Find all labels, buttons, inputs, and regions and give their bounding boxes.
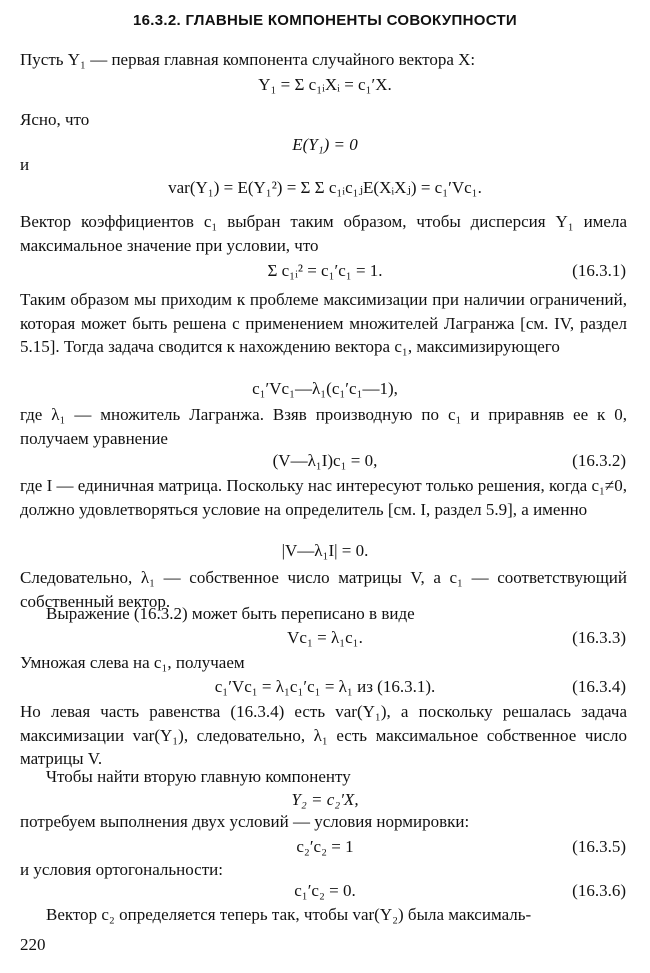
equation-y1-text: Y₁ = Σ c₁ᵢXᵢ = c₁′X. (258, 75, 392, 94)
equation-16-3-3 (0, 627, 650, 649)
equation-16-3-3-text: Vc₁ = λ₁c₁. (287, 628, 363, 647)
equation-16-3-1 (0, 260, 650, 282)
paragraph-left-side: Но левая часть равенства (16.3.4) есть var(Y₁), а поскольку решалась задача максимизации var(Y₁), следовательно, λ₁ есть максимальное собственное число матрицы V. (20, 702, 627, 768)
paragraph-rewrite: Выражение (16.3.2) может быть переписано в виде (46, 604, 415, 623)
equation-16-3-4-text: c₁′Vc₁ = λ₁c₁′c₁ = λ₁ из (16.3.1). (214, 677, 436, 696)
equation-determinant-text: |V—λ₁I| = 0. (281, 541, 369, 560)
paragraph-c2-definition: Вектор c₂ определяется теперь так, чтобы var(Y₂) была максималь- (46, 905, 532, 924)
paragraph-orthogonality: и условия ортогональности: (20, 860, 223, 879)
section-heading: 16.3.2. ГЛАВНЫЕ КОМПОНЕНТЫ СОВОКУПНОСТИ (133, 12, 517, 29)
paragraph-eigenvalue: Следовательно, λ₁ — собственное число матрицы V, а c₁ — соответствующий собственный вектор. (20, 568, 627, 611)
equation-lagrangian (0, 378, 650, 400)
equation-number-16-3-6: (16.3.6) (572, 881, 626, 900)
equation-y2 (0, 789, 650, 811)
equation-determinant (0, 540, 650, 562)
equation-y1 (0, 74, 650, 96)
equation-number-16-3-5: (16.3.5) (572, 837, 626, 856)
paragraph-second-component: Чтобы найти вторую главную компоненту (46, 767, 351, 786)
paragraph-intro: Пусть Y₁ — первая главная компонента случайного вектора X: (20, 50, 476, 69)
equation-y2-text: Y₂ = c₂′X, (291, 790, 359, 809)
paragraph-maximization: Таким образом мы приходим к проблеме максимизации при наличии ограничений, которая может быть решена с применением множителей Лагранжа [см. IV, раздел 5.15]. Тогда задача сводится к нахождению вектора c₁, максимизирующего (20, 290, 627, 356)
paragraph-and: и (20, 155, 30, 174)
equation-16-3-5-text: c₂′c₂ = 1 (296, 837, 354, 856)
equation-16-3-6-text: c₁′c₂ = 0. (294, 881, 356, 900)
equation-number-16-3-4: (16.3.4) (572, 677, 626, 696)
paragraph-derivative: где λ₁ — множитель Лагранжа. Взяв производную по c₁ и приравняв ее к 0, получаем уравнение (20, 405, 627, 448)
equation-number-16-3-3: (16.3.3) (572, 628, 626, 647)
equation-variance-text: var(Y₁) = E(Y₁²) = Σ Σ c₁ᵢc₁ⱼE(XᵢXⱼ) = c₁′Vc₁. (168, 178, 482, 197)
page-number: 220 (20, 935, 46, 954)
paragraph-two-conditions: потребуем выполнения двух условий — условия нормировки: (20, 812, 470, 831)
equation-variance (0, 177, 650, 199)
equation-lagrangian-text: c₁′Vc₁—λ₁(c₁′c₁—1), (252, 379, 398, 398)
equation-number-16-3-2: (16.3.2) (572, 451, 626, 470)
equation-16-3-2-text: (V—λ₁I)c₁ = 0, (272, 451, 378, 470)
paragraph-clear: Ясно, что (20, 110, 90, 129)
equation-16-3-6 (0, 880, 650, 902)
equation-16-3-2 (0, 450, 650, 472)
equation-16-3-4 (0, 676, 650, 698)
equation-number-16-3-1: (16.3.1) (572, 261, 626, 280)
equation-expectation-text: E(Y₁) = 0 (292, 135, 358, 154)
equation-16-3-1-text: Σ c₁ᵢ² = c₁′c₁ = 1. (267, 261, 383, 280)
paragraph-coef-vector: Вектор коэффициентов c₁ выбран таким образом, чтобы дисперсия Y₁ имела максимальное значение при условии, что (20, 212, 627, 255)
paragraph-identity-matrix: где I — единичная матрица. Поскольку нас интересуют только решения, когда c₁≠0, должно удовлетворяться условие на определитель [см. I, раздел 5.9], а именно (20, 476, 627, 519)
paragraph-multiply: Умножая слева на c₁, получаем (20, 653, 245, 672)
equation-16-3-5 (0, 836, 650, 858)
